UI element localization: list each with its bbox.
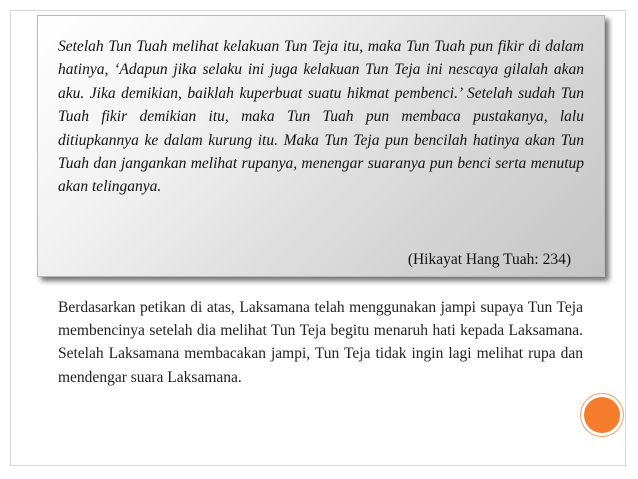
quote-citation: (Hikayat Hang Tuah: 234): [407, 251, 571, 268]
explanation-paragraph: Berdasarkan petikan di atas, Laksamana telah menggunakan jampi supaya Tun Teja membencinya setelah dia melihat Tun Teja begitu menaruh hati kepada Laksamana. Setelah Laksamana membacakan jampi, Tun Teja tidak ingin lagi melihat rupa dan mendengar suara Laksamana.: [58, 299, 583, 386]
decorative-circle-icon: [584, 397, 620, 433]
quote-box: [37, 15, 605, 277]
quote-text: Setelah Tun Tuah melihat kelakuan Tun Teja itu, maka Tun Tuah pun fikir di dalam hatinya, ‘Adapun jika selaku ini juga kelakuan Tun Teja ini nescaya gilalah akan aku. Jika demikian, baiklah kuperbuat suatu hikmat pembenci.’ Setelah sudah Tun Tuah fikir demikian itu, maka Tun Tuah pun membaca pustakanya, lalu ditiupkannya ke dalam kurung itu. Maka Tun Teja pun bencilah hatinya akan Tun Tuah dan jangankan melihat rupanya, menengar suaranya pun benci serta menutup akan telinganya.: [58, 38, 584, 196]
